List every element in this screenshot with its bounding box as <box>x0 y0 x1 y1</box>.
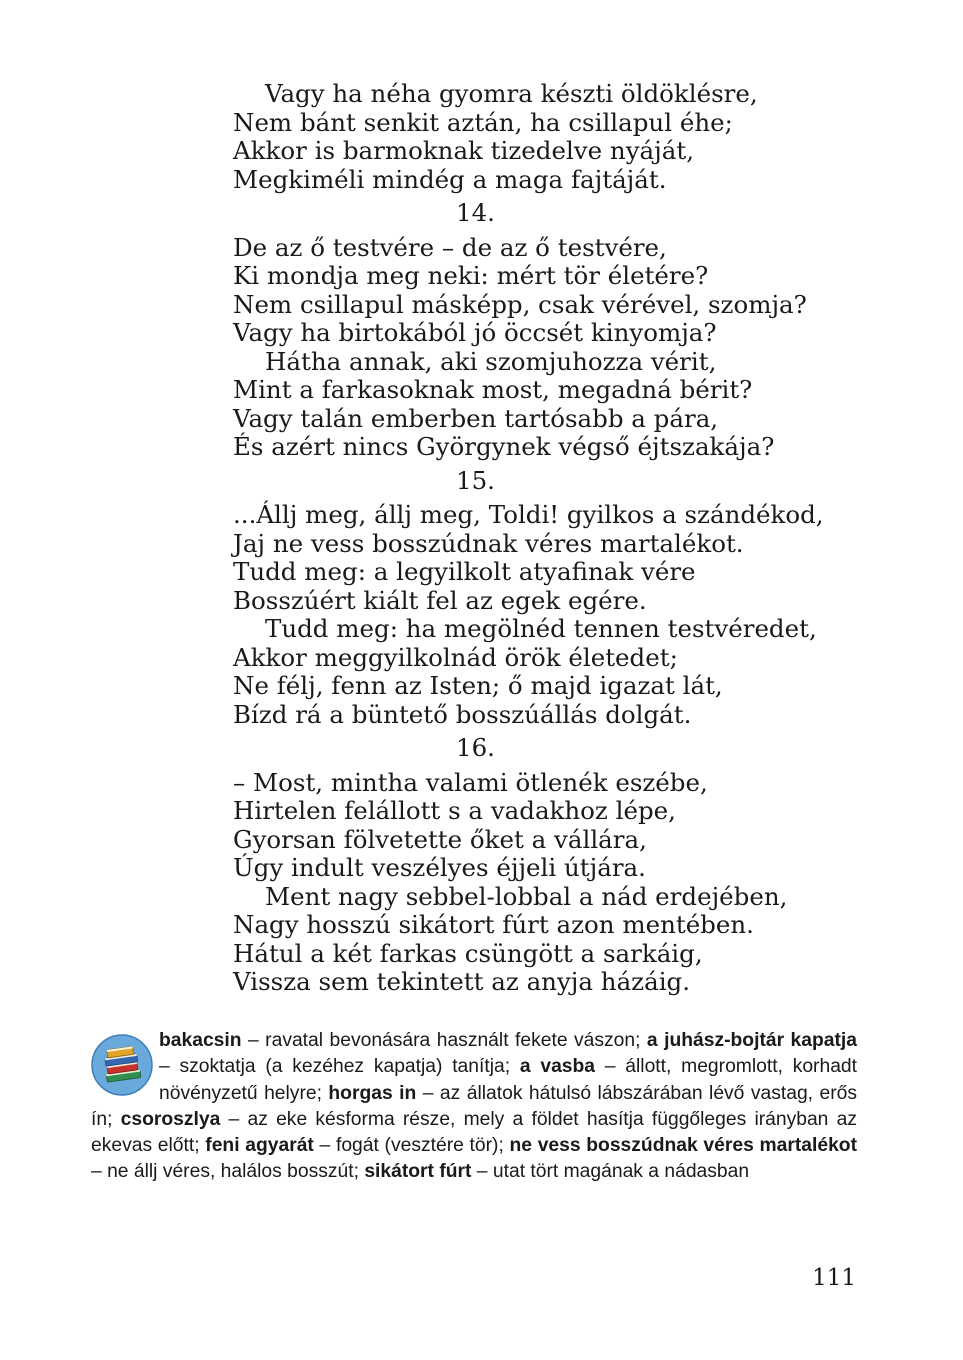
glossary-definition: – fogát (vesztére tör); <box>313 1135 510 1157</box>
poem-line: Akkor meggyilkolnád örök életedet; <box>233 642 678 672</box>
glossary-term: csoroszlya <box>120 1108 221 1130</box>
poem-line: Bosszúért kiált fel az egek egére. <box>233 585 647 615</box>
poem-line: Vagy talán emberben tartósabb a pára, <box>233 403 719 433</box>
glossary-term: sikátort fúrt <box>364 1161 472 1183</box>
stanza-number: 15. <box>456 465 495 495</box>
poem-line: ...Állj meg, állj meg, Toldi! gyilkos a szándékod, <box>233 500 824 529</box>
glossary-term: ne vess bosszúdnak véres martalékot <box>509 1135 857 1157</box>
poem-line: Nagy hosszú sikátort fúrt azon mentében. <box>233 910 754 939</box>
poem-line: Nem bánt senkit aztán, ha csillapul éhe; <box>233 107 733 137</box>
poem-line: Vagy ha néha gyomra készti öldöklésre, <box>265 79 758 108</box>
poem-line: Ne félj, fenn az Isten; ő majd igazat lát, <box>233 671 723 700</box>
poem-line: Jaj ne vess bosszúdnak véres martalékot. <box>233 528 744 558</box>
poem-line: Tudd meg: ha megölnéd tennen testvéredet, <box>265 614 817 643</box>
glossary-definition: – az állatok hátulsó lábszárában lévő vastag, erős ín; <box>91 1082 857 1130</box>
poem-line: Megkiméli mindég a maga fajtáját. <box>233 164 667 194</box>
poem-line: Mint a farkasoknak most, megadná bérit? <box>233 375 753 404</box>
poem-line: Úgy indult veszélyes éjjeli útjára. <box>233 853 646 882</box>
stanza-number: 14. <box>456 198 495 227</box>
poem-line: Gyorsan fölvetette őket a vállára, <box>233 824 647 854</box>
glossary-definition: – állott, megromlott, korhadt növényzetű helyre; <box>159 1056 858 1104</box>
poem-line: Akkor is barmoknak tizedelve nyáját, <box>233 136 694 165</box>
poem-line: Vagy ha birtokából jó öccsét kinyomja? <box>233 318 717 347</box>
poem-line: Hirtelen felállott s a vadakhoz lépe, <box>233 796 676 825</box>
glossary-definition: – az eke késforma része, mely a földet hasítja függőleges irányban az ekevas előtt; <box>91 1108 857 1157</box>
glossary-term: a juhász-bojtár kapatja <box>646 1030 857 1051</box>
poem-line: – Most, mintha valami ötlenék eszébe, <box>233 767 708 797</box>
poem-line: Vissza sem tekintett az anyja házáig. <box>233 967 690 996</box>
poem-line: Hátul a két farkas csüngött a sarkáig, <box>233 938 703 968</box>
glossary <box>91 1028 857 1186</box>
poem-line: Hátha annak, aki szomjuhozza vérit, <box>265 346 717 376</box>
glossary-definition: – utat tört magának a nádasban <box>471 1161 750 1183</box>
books-icon <box>91 1034 153 1096</box>
poem-line: Bízd rá a büntető bosszúállás dolgát. <box>233 699 692 729</box>
glossary-definition: – ne állj véres, halálos bosszút; <box>91 1161 365 1183</box>
glossary-definition: – ravatal bevonására használt fekete vászon; <box>241 1030 647 1051</box>
glossary-term: a vasba <box>519 1056 596 1078</box>
poem-line: De az ő testvére – de az ő testvére, <box>233 232 667 262</box>
glossary-definition: – szoktatja (a kezéhez kapatja) tanítja; <box>159 1056 520 1078</box>
poem <box>233 80 833 997</box>
page-number: 111 <box>812 1265 856 1291</box>
poem-line: Ment nagy sebbel-lobbal a nád erdejében, <box>265 881 788 911</box>
poem-line: Tudd meg: a legyilkolt atyafinak vére <box>233 557 696 586</box>
poem-line: Nem csillapul másképp, csak vérével, szomja? <box>233 289 807 319</box>
glossary-text <box>91 1030 857 1182</box>
poem-line: És azért nincs Györgynek végső éjtszakája? <box>233 432 775 461</box>
glossary-term: horgas in <box>328 1082 417 1104</box>
glossary-term: feni agyarát <box>205 1135 314 1157</box>
poem-line: Ki mondja meg neki: mért tör életére? <box>233 261 709 290</box>
stanza-number: 16. <box>456 733 495 762</box>
glossary-term: bakacsin <box>159 1030 242 1051</box>
